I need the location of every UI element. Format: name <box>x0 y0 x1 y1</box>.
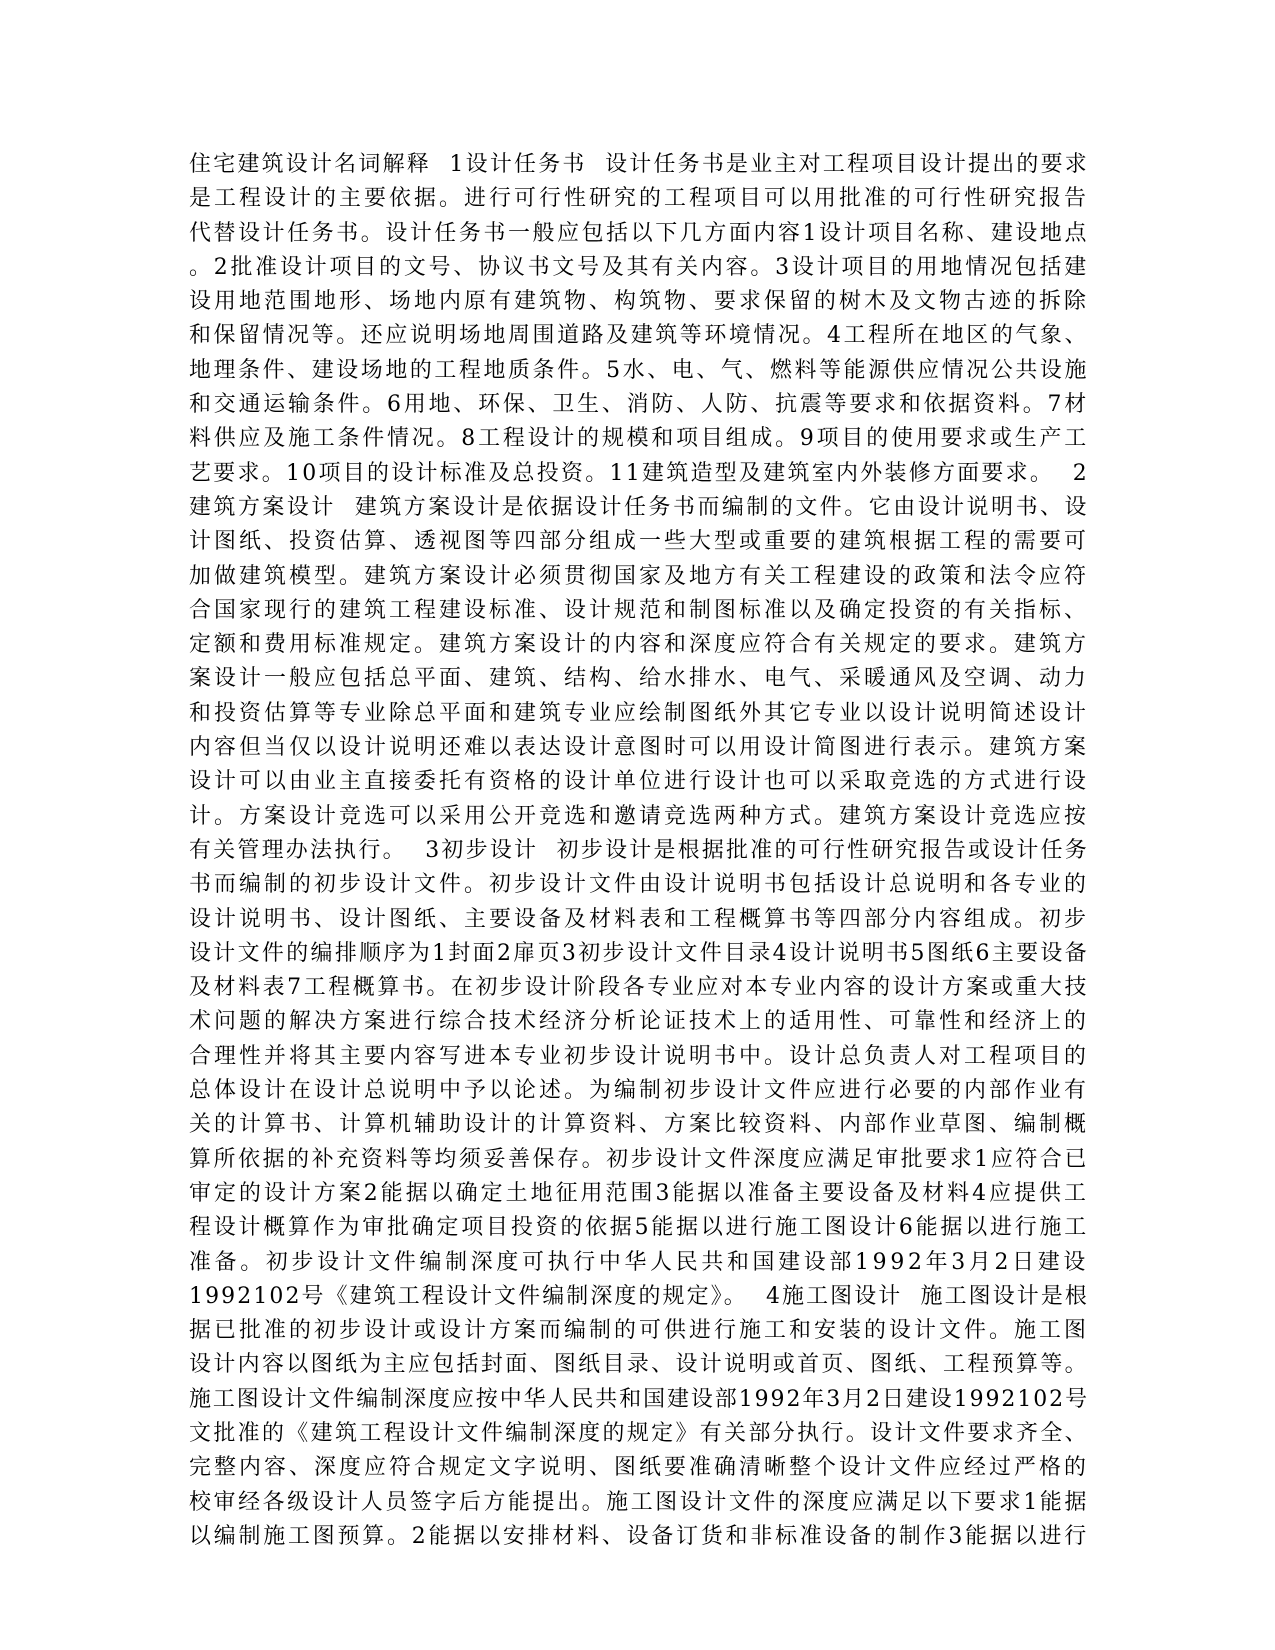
text-line: 和投资估算等专业除总平面和建筑专业应绘制图纸外其它专业以设计说明简述设计 <box>189 700 1089 726</box>
text-line: 文批准的《建筑工程设计文件编制深度的规定》有关部分执行。设计文件要求齐全、 <box>189 1420 1089 1446</box>
text-line: 和交通运输条件。6用地、环保、卫生、消防、人防、抗震等要求和依据资料。7材 <box>189 392 1089 418</box>
text-line: 是工程设计的主要依据。进行可行性研究的工程项目可以用批准的可行性研究报告 <box>189 186 1089 212</box>
text-line: 内容但当仅以设计说明还难以表达设计意图时可以用设计简图进行表示。建筑方案 <box>189 735 1089 761</box>
text-line: 总体设计在设计总说明中予以论述。为编制初步设计文件应进行必要的内部作业有 <box>189 1078 1089 1104</box>
text-line: 建筑方案设计 建筑方案设计是依据设计任务书而编制的文件。它由设计说明书、设 <box>189 494 1089 520</box>
text-line: 有关管理办法执行。 3初步设计 初步设计是根据批准的可行性研究报告或设计任务 <box>189 837 1089 863</box>
text-line: 1992102号《建筑工程设计文件编制深度的规定》。 4施工图设计 施工图设计是根 <box>189 1283 1089 1309</box>
text-line: 设计说明书、设计图纸、主要设备及材料表和工程概算书等四部分内容组成。初步 <box>189 906 1089 932</box>
text-line: 合理性并将其主要内容写进本专业初步设计说明书中。设计总负责人对工程项目的 <box>189 1043 1089 1069</box>
text-line: 住宅建筑设计名词解释 1设计任务书 设计任务书是业主对工程项目设计提出的要求 <box>189 152 1089 177</box>
text-line: 设计文件的编排顺序为1封面2扉页3初步设计文件目录4设计说明书5图纸6主要设备 <box>189 940 1089 966</box>
text-line: 书而编制的初步设计文件。初步设计文件由设计说明书包括设计总说明和各专业的 <box>189 872 1089 898</box>
text-line: 艺要求。10项目的设计标准及总投资。11建筑造型及建筑室内外装修方面要求。 2 <box>189 460 1089 486</box>
text-line: 加做建筑模型。建筑方案设计必须贯彻国家及地方有关工程建设的政策和法令应符 <box>189 563 1089 589</box>
text-line: 完整内容、深度应符合规定文字说明、图纸要准确清晰整个设计文件应经过严格的 <box>189 1455 1089 1481</box>
text-line: 料供应及施工条件情况。8工程设计的规模和项目组成。9项目的使用要求或生产工 <box>189 426 1089 452</box>
text-line: 算所依据的补充资料等均须妥善保存。初步设计文件深度应满足审批要求1应符合已 <box>189 1146 1089 1172</box>
text-line: 。2批准设计项目的文号、协议书文号及其有关内容。3设计项目的用地情况包括建 <box>189 254 1089 280</box>
text-line: 设计内容以图纸为主应包括封面、图纸目录、设计说明或首页、图纸、工程预算等。 <box>189 1352 1089 1378</box>
text-line: 术问题的解决方案进行综合技术经济分析论证技术上的适用性、可靠性和经济上的 <box>189 1009 1089 1035</box>
text-line: 合国家现行的建筑工程建设标准、设计规范和制图标准以及确定投资的有关指标、 <box>189 597 1089 623</box>
text-line: 设计可以由业主直接委托有资格的设计单位进行设计也可以采取竞选的方式进行设 <box>189 769 1089 795</box>
text-line: 地理条件、建设场地的工程地质条件。5水、电、气、燃料等能源供应情况公共设施 <box>189 357 1089 383</box>
text-line: 准备。初步设计文件编制深度可执行中华人民共和国建设部1992年3月2日建设 <box>189 1249 1089 1275</box>
text-line: 施工图设计文件编制深度应按中华人民共和国建设部1992年3月2日建设1992102号 <box>189 1386 1089 1412</box>
body-text <box>189 148 1089 1554</box>
text-line: 关的计算书、计算机辅助设计的计算资料、方案比较资料、内部作业草图、编制概 <box>189 1112 1089 1138</box>
text-line: 定额和费用标准规定。建筑方案设计的内容和深度应符合有关规定的要求。建筑方 <box>189 632 1089 658</box>
text-line: 和保留情况等。还应说明场地周围道路及建筑等环境情况。4工程所在地区的气象、 <box>189 323 1089 349</box>
text-line: 设用地范围地形、场地内原有建筑物、构筑物、要求保留的树木及文物古迹的拆除 <box>189 289 1089 315</box>
text-line: 代替设计任务书。设计任务书一般应包括以下几方面内容1设计项目名称、建设地点 <box>189 220 1089 246</box>
text-line: 审定的设计方案2能据以确定土地征用范围3能据以准备主要设备及材料4应提供工 <box>189 1180 1089 1206</box>
text-line: 程设计概算作为审批确定项目投资的依据5能据以进行施工图设计6能据以进行施工 <box>189 1215 1089 1241</box>
text-line: 以编制施工图预算。2能据以安排材料、设备订货和非标准设备的制作3能据以进行 <box>189 1523 1089 1549</box>
text-line: 计图纸、投资估算、透视图等四部分组成一些大型或重要的建筑根据工程的需要可 <box>189 529 1089 555</box>
text-line: 案设计一般应包括总平面、建筑、结构、给水排水、电气、采暖通风及空调、动力 <box>189 666 1089 692</box>
text-line: 及材料表7工程概算书。在初步设计阶段各专业应对本专业内容的设计方案或重大技 <box>189 975 1089 1001</box>
text-line: 计。方案设计竞选可以采用公开竞选和邀请竞选两种方式。建筑方案设计竞选应按 <box>189 803 1089 829</box>
text-line: 校审经各级设计人员签字后方能提出。施工图设计文件的深度应满足以下要求1能据 <box>189 1489 1089 1515</box>
text-line: 据已批准的初步设计或设计方案而编制的可供进行施工和安装的设计文件。施工图 <box>189 1318 1089 1344</box>
